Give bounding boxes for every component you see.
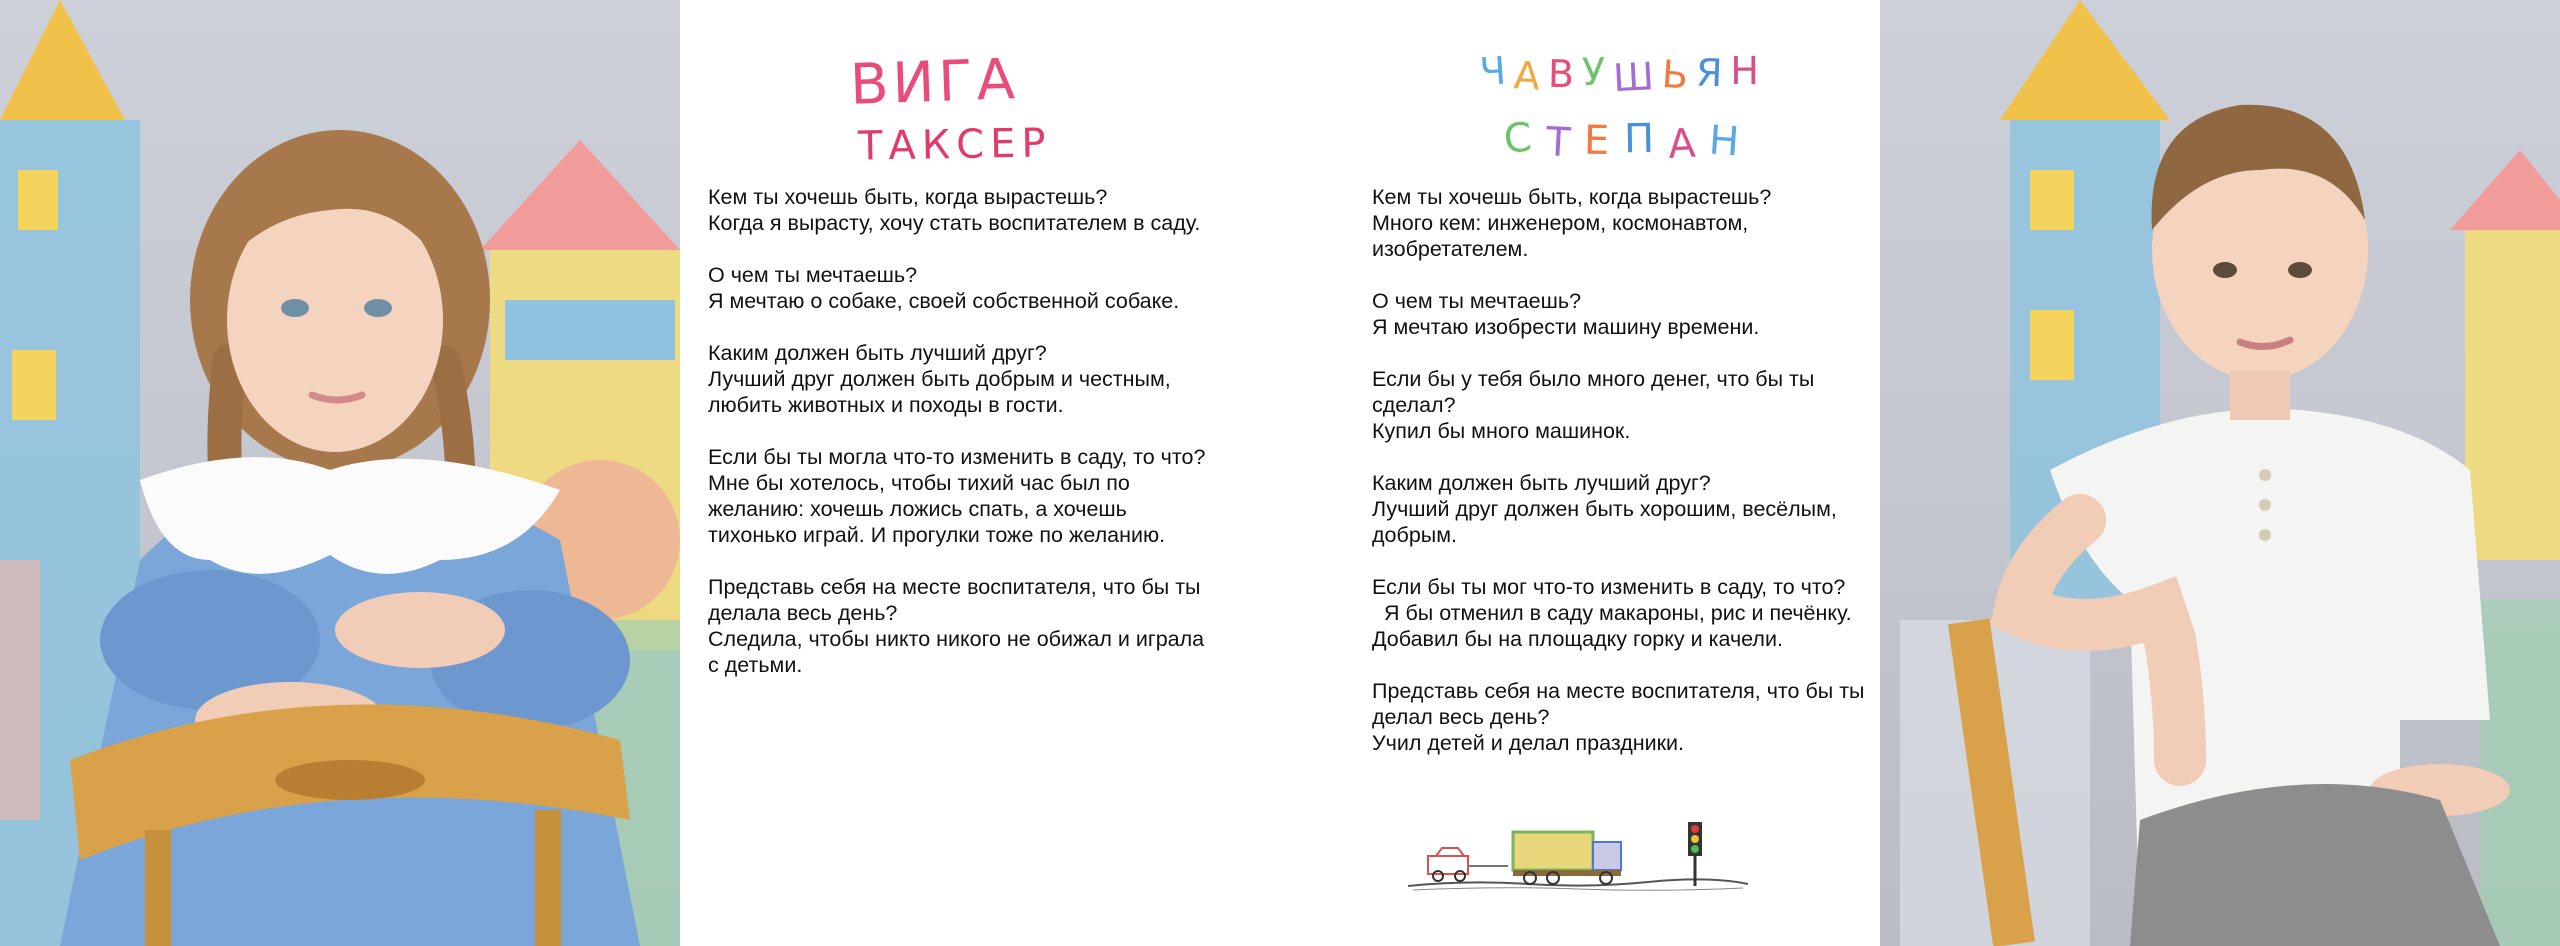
qa-item [1372,678,1872,756]
interview [1372,184,1872,782]
answer: Лучший друг должен быть хорошим, весёлым, добрым. [1372,497,1843,547]
question: Представь себя на месте воспитателя, что бы ты делала весь день? [708,575,1207,625]
girl-photo [0,0,680,946]
qa-item [1372,574,1872,652]
qa-item [1372,184,1872,262]
answer: Купил бы много машинок. [1372,419,1631,443]
question: Представь себя на месте воспитателя, что бы ты делал весь день? [1372,679,1871,729]
right-page [1280,0,1880,946]
boy-photo [1880,0,2560,946]
answer: Следила, чтобы никто никого не обижал и играла с детьми. [708,627,1211,677]
question: Каким должен быть лучший друг? [1372,471,1711,495]
child-last-name: ТАКСЕР [857,120,1052,170]
answer: Когда я вырасту, хочу стать воспитателем в саду. [708,211,1201,235]
answer: Я бы отменил в саду макароны, рис и печёнку. Добавил бы на площадку горку и качели. [1372,601,1858,651]
left-page [680,0,1280,946]
boy-portrait-photo-icon [1880,0,2560,946]
qa-item [1372,470,1872,548]
answer: Лучший друг должен быть добрым и честным, любить животных и походы в гости. [708,367,1177,417]
qa-item [708,340,1208,418]
question: О чем ты мечтаешь? [1372,289,1582,313]
answer: Много кем: инженером, космонавтом, изобретателем. [1372,211,1755,261]
qa-item [1372,366,1872,444]
child-first-name: ВИГА [848,47,1020,118]
qa-item [708,262,1208,314]
question: Если бы ты могла что-то изменить в саду, то что? [708,445,1206,469]
qa-item [708,184,1208,236]
answer: Я мечтаю о собаке, своей собственной собаке. [708,289,1180,313]
question: Если бы ты мог что-то изменить в саду, то что? [1372,575,1846,599]
qa-item [708,444,1208,548]
child-last-name: ЧАВУШЬЯН [1478,47,1767,101]
qa-item [708,574,1211,678]
question: Если бы у тебя было много денег, что бы ты сделал? [1372,367,1821,417]
interview [708,184,1211,704]
answer: Мне бы хотелось, чтобы тихий час был по желанию: хочешь ложись спать, а хочешь тихонько играй. И прогулки тоже по желанию. [708,471,1166,547]
question: Кем ты хочешь быть, когда вырастешь? [1372,185,1772,209]
child-first-name: СТЕПАН [1502,113,1755,169]
answer: Учил детей и делал праздники. [1372,731,1685,755]
car-truck-traffic-light-drawing-icon [1408,814,1748,894]
answer: Я мечтаю изобрести машину времени. [1372,315,1760,339]
question: Кем ты хочешь быть, когда вырастешь? [708,185,1108,209]
question: О чем ты мечтаешь? [708,263,918,287]
qa-item [1372,288,1872,340]
question: Каким должен быть лучший друг? [708,341,1047,365]
girl-portrait-photo-icon [0,0,680,946]
